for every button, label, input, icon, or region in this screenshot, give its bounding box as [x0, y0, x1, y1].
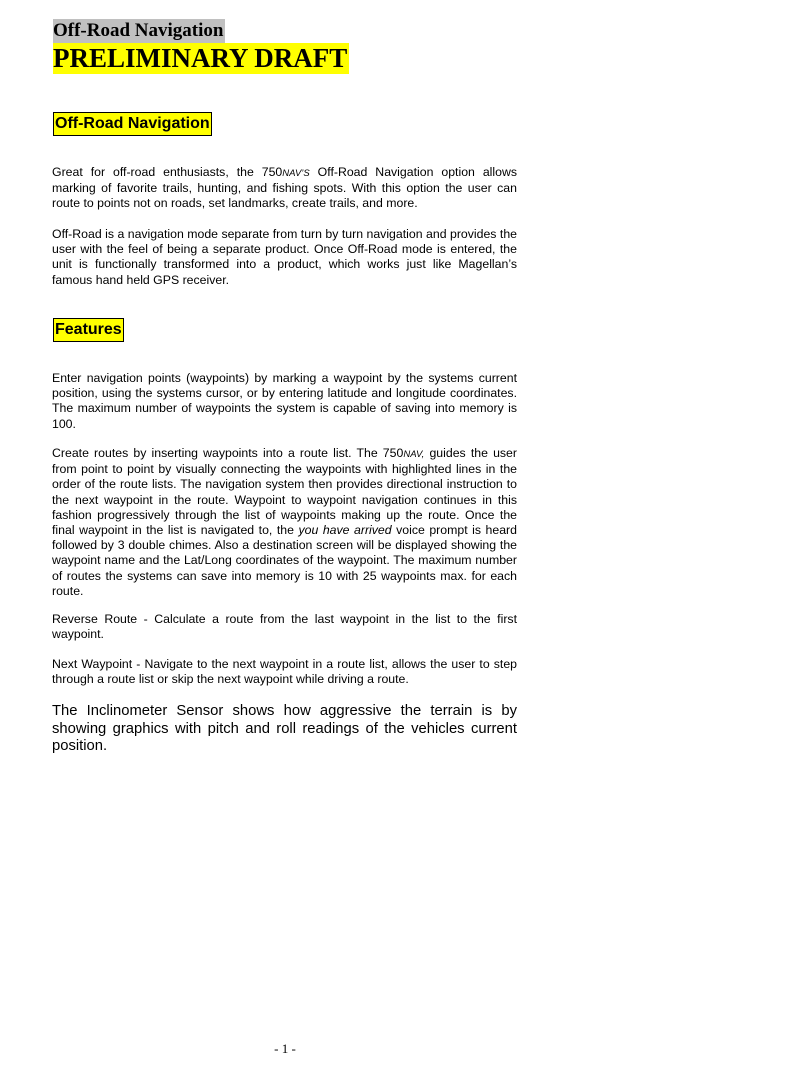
paragraph-intro-post: Off-Road Navigation option allows marking of favorite trails, hunting, and fishing spots. With this option the user can route to points not on roads, set landmarks, create trails, and more. [52, 165, 517, 211]
paragraph-routes-pre: Create routes by inserting waypoints into a route list. The 750 [52, 446, 404, 460]
section-heading-off-road: Off-Road Navigation [53, 112, 212, 136]
page-number: - 1 - [274, 1041, 296, 1056]
document-draft-label: PRELIMINARY DRAFT [53, 43, 348, 73]
voice-prompt-text: you have arrived [298, 523, 392, 538]
paragraph-intro-pre: Great for off-road enthusiasts, the 750 [52, 165, 283, 179]
paragraph-intro [52, 165, 517, 212]
paragraph-routes-mid: guides the user from point to point by visually connecting the waypoints with highlighted lines in the order of the route lists. The navigation system then provides directional instruction to the next waypoint in the route. Waypoint to waypoint navigation continues in this fashion progressively through the list of waypoints making up the route. Once the final waypoint in the list is navigated to, the [52, 446, 517, 538]
paragraph-waypoints: Enter navigation points (waypoints) by marking a waypoint by the systems current position, using the systems cursor, or by entering latitude and longitude coordinates. The maximum number of waypoints the system is capable of saving into memory is 100. [52, 371, 517, 431]
paragraph-reverse-route: Reverse Route - Calculate a route from the last waypoint in the list to the first waypoint. [52, 612, 517, 642]
paragraph-routes-post: voice prompt is heard followed by 3 double chimes. Also a destination screen will be displayed showing the waypoint name and the Lat/Long coordinates of the waypoint. The maximum number of routes the systems can save into memory is 10 with 25 waypoints max. for each route. [52, 523, 517, 598]
paragraph-next-waypoint: Next Waypoint - Navigate to the next waypoint in a route list, allows the user to step through a route list or skip the next waypoint while driving a route. [52, 657, 517, 687]
nav-brand-suffix: NAV’S [282, 168, 310, 179]
document-header-title: Off-Road Navigation [53, 20, 224, 41]
paragraph-routes [52, 446, 517, 599]
paragraph-inclinometer: The Inclinometer Sensor shows how aggressive the terrain is by showing graphics with pitch and roll readings of the vehicles current position. [52, 703, 517, 755]
section-heading-features: Features [53, 318, 124, 342]
paragraph-mode: Off-Road is a navigation mode separate from turn by turn navigation and provides the user with the feel of being a separate product. Once Off-Road mode is entered, the unit is functionally transformed into a product, which works just like Magellan’s famous hand held GPS receiver. [52, 227, 517, 287]
nav-brand-suffix: NAV, [403, 449, 425, 460]
